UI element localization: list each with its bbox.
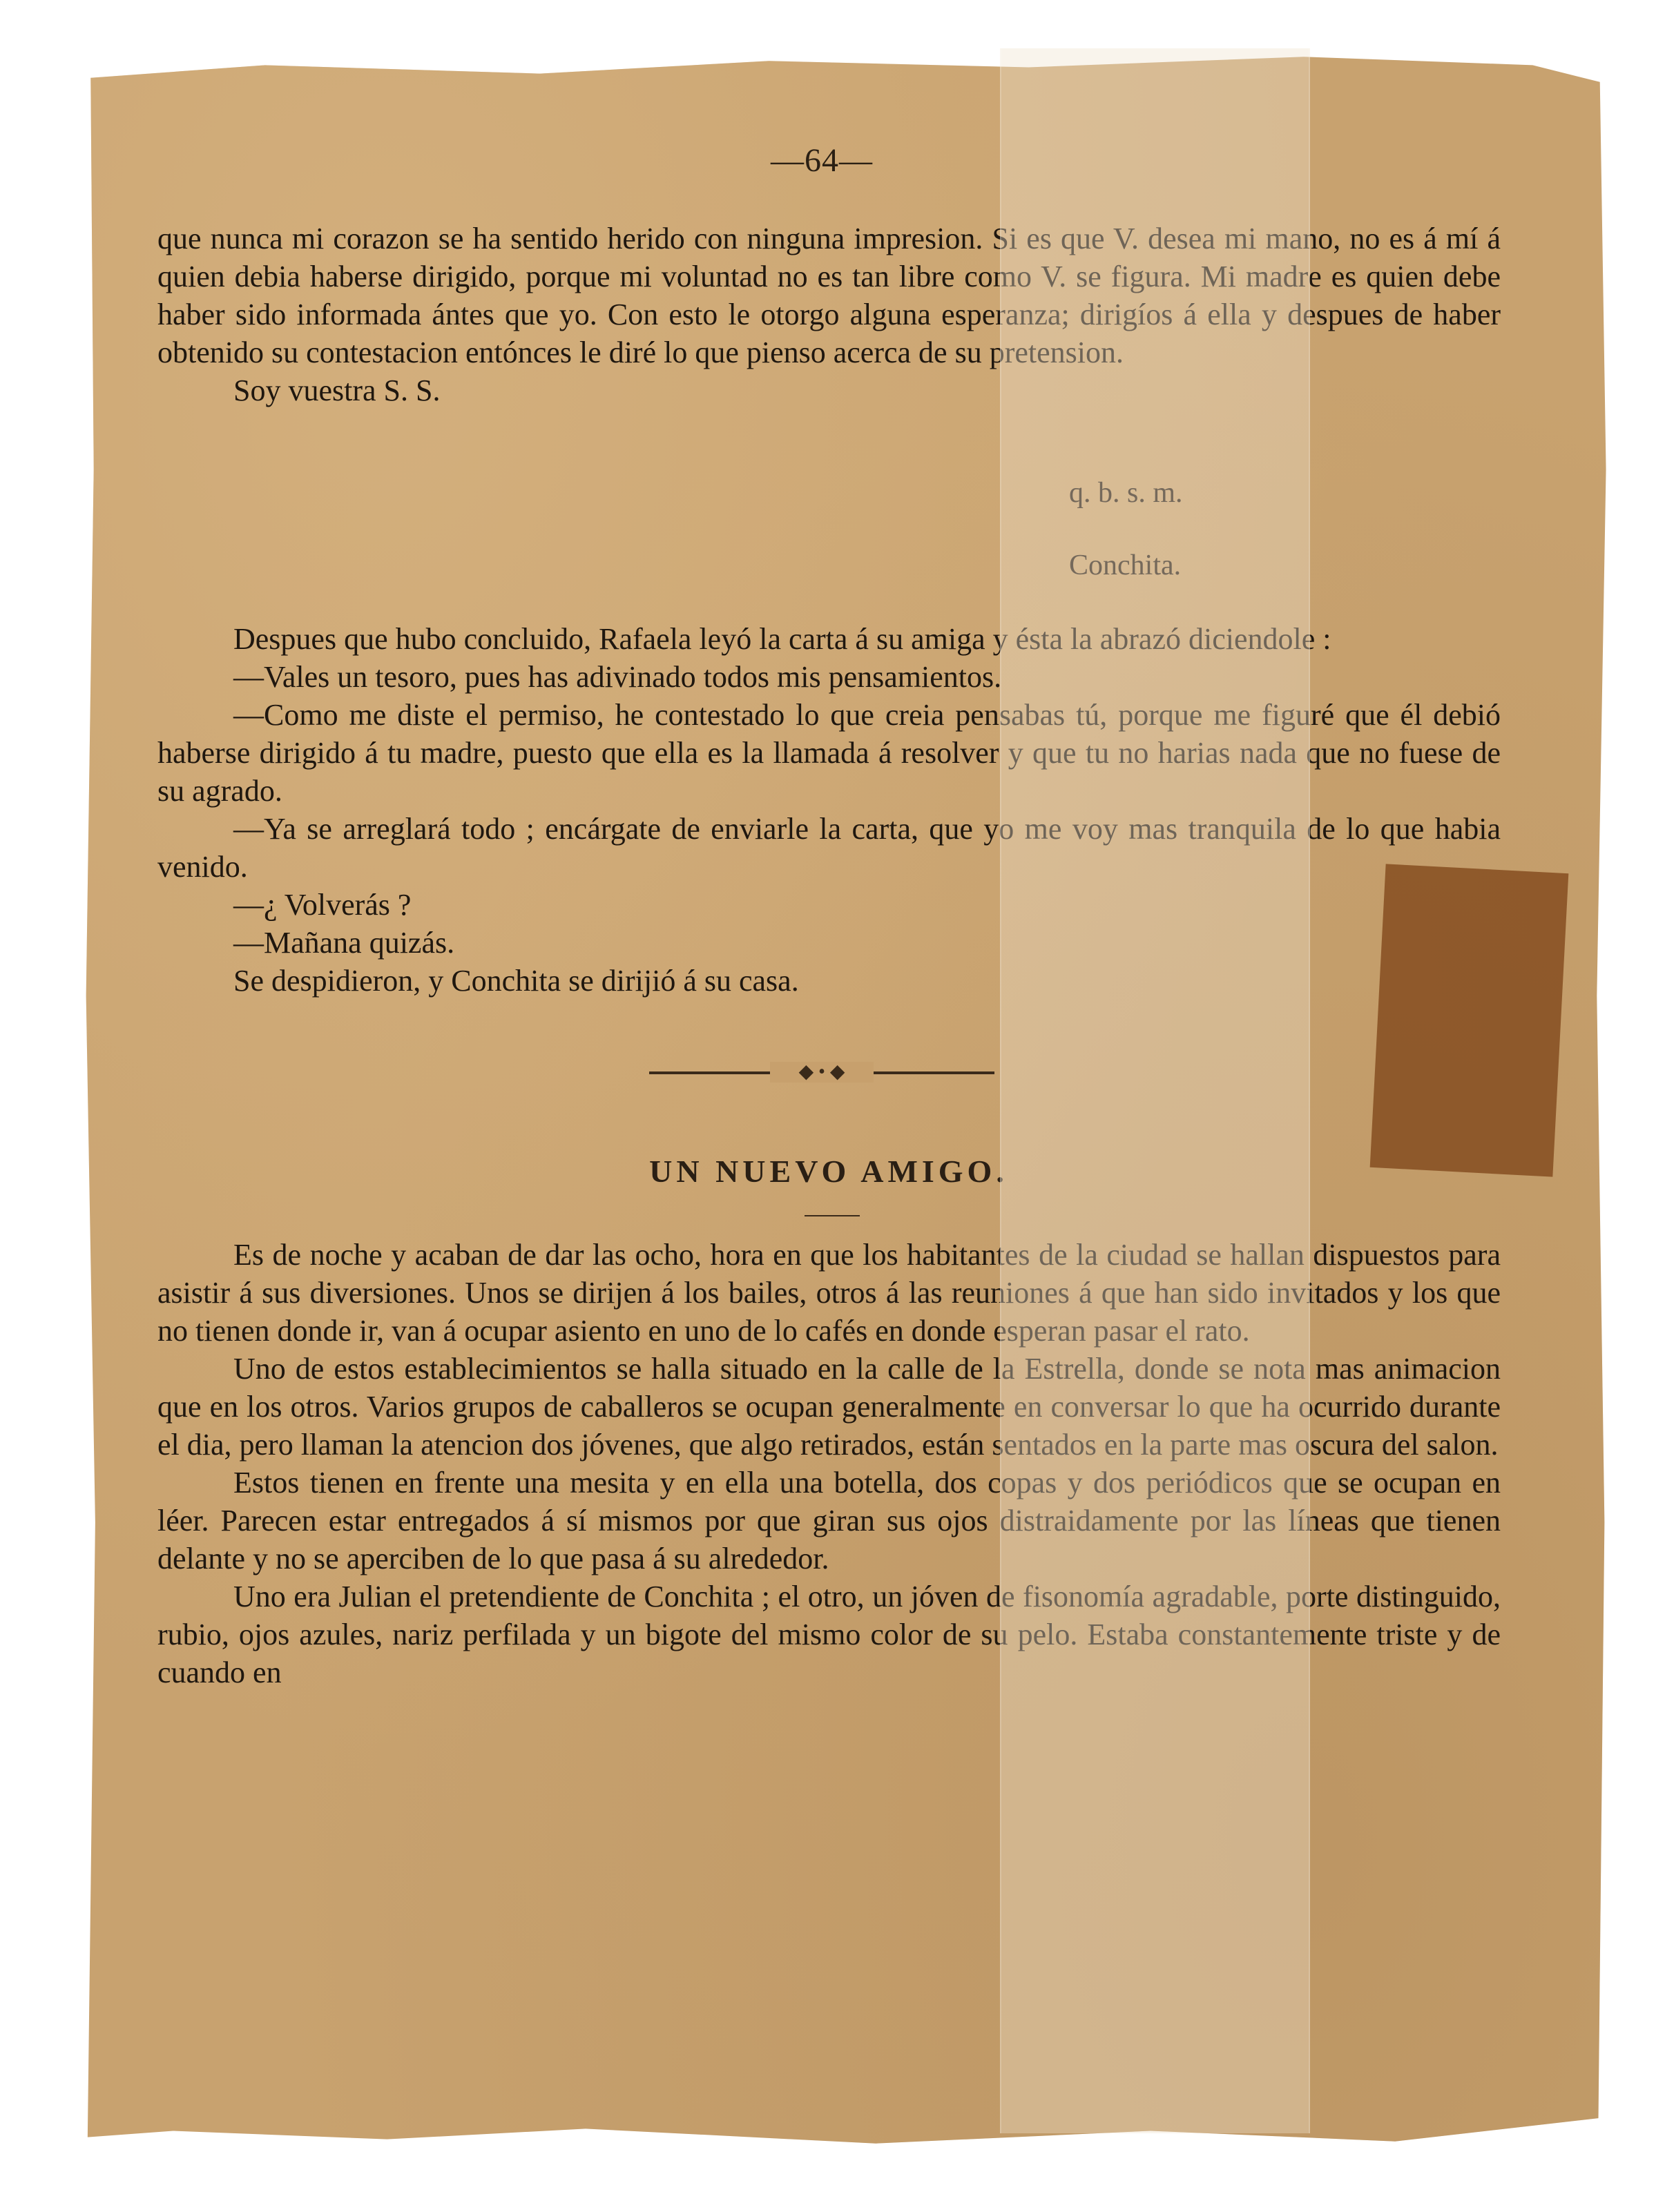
adhesive-tape-strip — [1000, 48, 1310, 2133]
chapter-paragraph: Uno de estos establecimientos se halla situado en la calle de la Estrella, donde se nota mas animacion que en los otros. Varios grupos de caballeros se ocupan generalmente en conversar lo que ha ocurrido durante el dia, pero llaman la atencion dos jóvenes, que algo retirados, están sentados en la parte mas oscura del salon. — [157, 1352, 1501, 1462]
dialogue-line: —Como me diste el permiso, he contestado lo que creia pensabas tú, porque me figuré que él debió haberse dirigido á tu madre, puesto que ella es la llamada á resolver y que tu no harias nada que no fuese de su agrado. — [157, 698, 1501, 808]
letter-body: que nunca mi corazon se ha sentido herido con ninguna impresion. Si es que V. desea mi mano, no es á mí á quien debia haberse dirigido, porque mi voluntad no es tan libre como V. se figura. Mi madre es quien debe haber sido informada ántes que yo. Con esto le otorgo alguna esperanza; dirigíos á ella y despues de haber obtenido su contestacion entónces le diré lo que pienso acerca de su pretension. — [157, 222, 1501, 369]
dialogue-line: Se despidieron, y Conchita se dirijió á su casa. — [233, 964, 799, 998]
dialogue-line: Despues que hubo concluido, Rafaela leyó la carta á su amiga y ésta la abrazó diciendole : — [233, 622, 1331, 656]
dialogue-line: —Mañana quizás. — [233, 926, 455, 960]
title-rule — [805, 1215, 860, 1216]
divider-ornament-icon: ◆ • ◆ — [770, 1062, 874, 1083]
page-number: —64— — [771, 142, 873, 179]
dialogue-line: —Ya se arreglará todo ; encárgate de enviarle la carta, que yo me voy mas tranquila de lo que habia venido. — [157, 812, 1501, 884]
chapter-title: UN NUEVO AMIGO. — [649, 1154, 1008, 1189]
letter-signature: Conchita. — [1069, 550, 1182, 581]
tape-patch — [1370, 864, 1569, 1176]
chapter-paragraph: Estos tienen en frente una mesita y en ella una botella, dos copas y dos periódicos que se ocupan en léer. Parecen estar entregados á sí mismos por que giran sus ojos distraidamente por las líneas que tienen delante y no se aperciben de lo que pasa á su alrededor. — [157, 1466, 1501, 1575]
letter-salutation: q. b. s. m. — [1069, 477, 1183, 509]
chapter-paragraph: Uno era Julian el pretendiente de Conchita ; el otro, un jóven de fisonomía agradable, porte distinguido, rubio, ojos azules, nariz perfilada y un bigote del mismo color de su pelo. Estaba constantemente triste y de cuando en — [157, 1580, 1501, 1689]
dialogue-line: —Vales un tesoro, pues has adivinado todos mis pensamientos. — [233, 660, 1002, 694]
dialogue-line: —¿ Volverás ? — [233, 888, 412, 922]
letter-closing: Soy vuestra S. S. — [233, 373, 441, 407]
chapter-paragraph: Es de noche y acaban de dar las ocho, hora en que los habitantes de la ciudad se hallan dispuestos para asistir á sus diversiones. Unos se dirijen á los bailes, otros á las reuniones á que han sido invitados y los que no tienen donde ir, van á ocupar asiento en uno de lo cafés en donde esperan pasar el rato. — [157, 1238, 1501, 1348]
